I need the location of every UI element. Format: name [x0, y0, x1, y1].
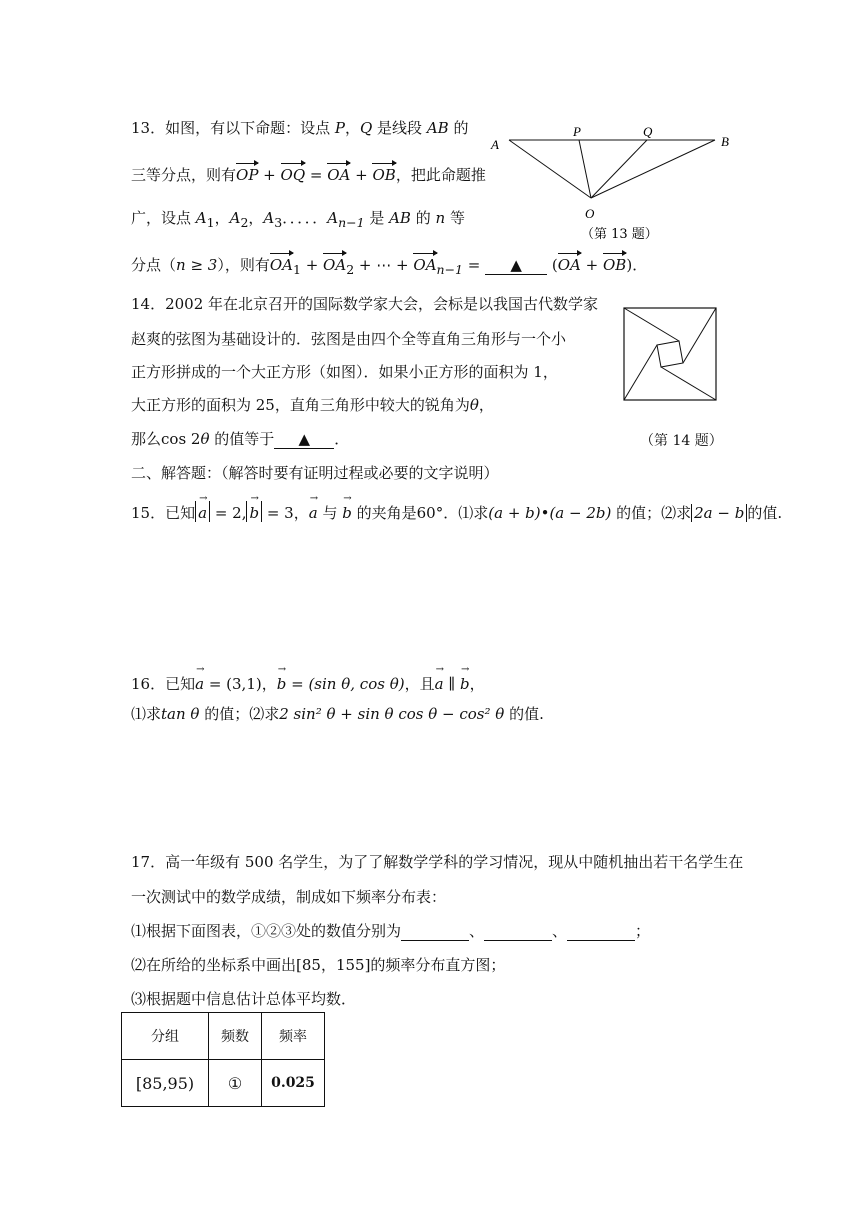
- table-header-cell: 分组: [122, 1013, 209, 1060]
- q16-line1: 16．已知→ a = (3,1)，→ b = (sin θ, cos θ)，且→ a ∥ → b，: [131, 672, 485, 694]
- frequency-table: [121, 1012, 325, 1107]
- q14-line4: 大正方形的面积为 25，直角三角形中较大的锐角为θ，: [131, 396, 494, 414]
- q17-line3: ⑴根据下面图表，①②③处的数值分别为 、 、 ；: [131, 922, 651, 940]
- q13-label-q: Q: [643, 124, 653, 139]
- q13-label-p: P: [573, 124, 581, 139]
- q17-line1: 17．高一年级有 500 名学生，为了了解数学学科的学习情况，现从中随机抽出若干名学生在: [131, 853, 744, 871]
- q14-line5: 那么cos 2θ 的值等于 ▲ ．: [131, 430, 350, 448]
- q16-line2: ⑴求tan θ 的值；⑵求2 sin² θ + sin θ cos θ − cos² θ 的值.: [131, 705, 544, 723]
- q13-label-o: O: [585, 206, 595, 221]
- q17-blank-2[interactable]: [484, 922, 552, 941]
- q14-line3: 正方形拼成的一个大正方形（如图）．如果小正方形的面积为 1，: [131, 363, 558, 381]
- q13-line2: 三等分点，则有OP + OQ = OA + OB，把此命题推: [131, 162, 486, 185]
- q17-blank-1[interactable]: [401, 922, 469, 941]
- q13-label-a: A: [491, 137, 499, 152]
- q17-line5: ⑶根据题中信息估计总体平均数．: [131, 990, 357, 1008]
- q17-blank-3[interactable]: [567, 922, 635, 941]
- table-header-cell: 频率: [262, 1013, 325, 1060]
- q17-line4: ⑵在所给的坐标系中画出[85，155]的频率分布直方图；: [131, 956, 506, 974]
- q14-caption: （第 14 题）: [640, 433, 723, 449]
- q14-line1: 14．2002 年在北京召开的国际数学家大会，会标是以我国古代数学家: [131, 295, 599, 313]
- q13-answer-blank[interactable]: ▲: [485, 256, 547, 275]
- q14-line2: 赵爽的弦图为基础设计的．弦图是由四个全等直角三角形与一个小: [131, 330, 567, 348]
- q13-line3: 广，设点 $A_1$，$A_2$，$A_3$．．．．．$A_{n-1}$ 是 AB 的 n 等: [131, 209, 465, 230]
- q15-text: 15．已知→ a = 2,→ b = 3，→ a 与 → b 的夹角是60°．⑴求(a + b)•(a − 2b) 的值；⑵求 2a − b 的值.: [131, 501, 782, 523]
- table-header-cell: 频数: [209, 1013, 262, 1060]
- q13-line1: 13．如图，有以下命题：设点 P，Q 是线段 AB 的: [131, 119, 469, 137]
- table-header-row: [122, 1013, 325, 1060]
- table-cell-count: ①: [209, 1060, 262, 1107]
- q13-line4: 分点（n ≥ 3），则有$OA_1 + OA_2$ + ⋯ + $OA_{n-1}$ = ▲ (OA + OB)．: [131, 252, 647, 277]
- table-row: [122, 1060, 325, 1107]
- section-heading: 二、解答题：（解答时要有证明过程或必要的文字说明）: [131, 464, 499, 482]
- table-cell-frequency: 0.025: [262, 1060, 325, 1107]
- q13-caption: （第 13 题）: [581, 227, 658, 242]
- table-cell-group: [85,95): [122, 1060, 209, 1107]
- q17-line2: 一次测试中的数学成绩，制成如下频率分布表：: [131, 888, 447, 906]
- q13-label-b: B: [721, 134, 729, 149]
- q14-figure: [620, 304, 720, 406]
- q13-figure: [485, 122, 745, 247]
- q14-answer-blank[interactable]: ▲: [274, 430, 334, 449]
